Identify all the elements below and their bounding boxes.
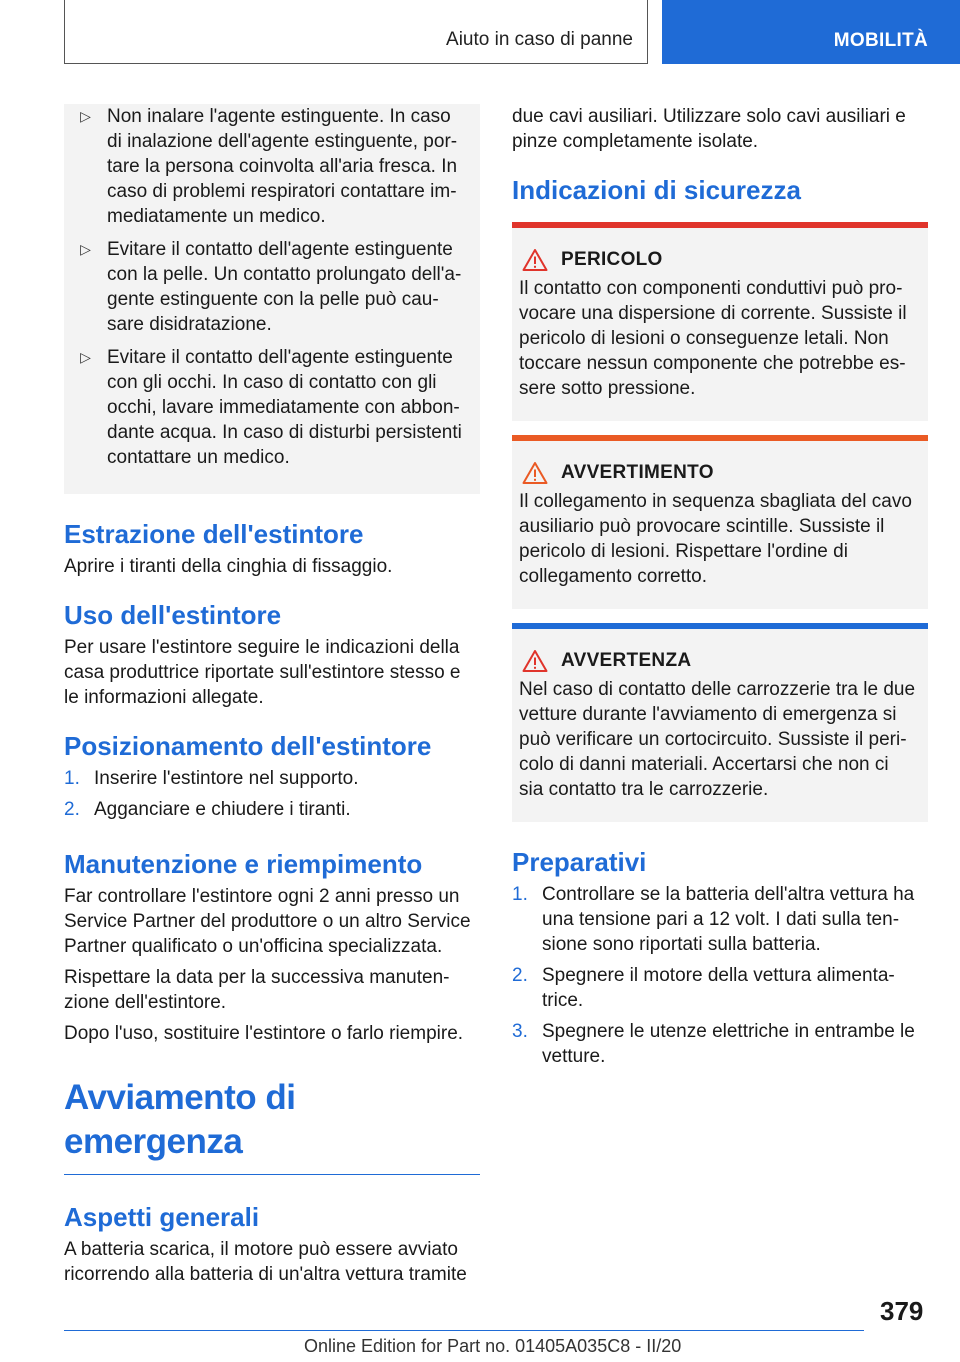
list-item: ▷ Evitare il contatto dell'agente estinguente con la pelle. Un contatto prolungato dell'agente estinguente con la pelle può causare disidratazione. [64,237,468,345]
list-item: 1. Controllare se la batteria dell'altra vettura ha una tensione pari a 12 volt. I dati sulla tensione sono riportati sulla batteria. [512,884,915,955]
list-item: 2. Spegnere il motore della vettura alimentatrice. [512,965,895,1011]
chapter-title: Aiuto in caso di panne [446,29,633,50]
footer-divider [64,1330,864,1331]
warning-triangle-icon [522,248,548,272]
footer-edition: Online Edition for Part no. 01405A035C8 - II/20 [304,1336,682,1356]
heading-posizionamento: Posizionamento dell'estintore [64,731,432,761]
heading-preparativi: Preparativi [512,847,647,877]
heading-estrazione: Estrazione dell'estintore [64,519,364,549]
numbered-list [64,766,480,828]
header-section-tab [662,0,960,64]
paragraph: A batteria scarica, il motore può essere avviato ricorrendo alla batteria di un'altra vettura tramite [64,1239,467,1285]
list-item: 1. Inserire l'estintore nel supporto. [64,768,359,789]
caution-box [512,623,928,822]
heading-uso: Uso dell'estintore [64,600,282,630]
paragraph: Aprire i tiranti della cinghia di fissaggio. [64,556,393,577]
caution-text: Nel caso di contatto delle carrozzerie tra le due vetture durante l'avviamento di emergenza si può verificare un cortocircuito. Sussiste il pericolo di danni materiali. Accertarsi che non ci sia contatto tra le carrozzerie. [519,679,916,800]
section-title: MOBILITÀ [833,30,928,51]
right-column [512,104,928,1079]
heading-sicurezza: Indicazioni di sicurezza [512,175,801,205]
list-item: ▷ Non inalare l'agente estinguente. In caso di inalazione dell'agente estinguente, portare la persona coinvolta all'aria fresca. In caso di problemi respiratori contattare immediatamente un medico. [64,104,468,237]
left-column [64,104,480,1293]
warning-triangle-icon [522,649,548,673]
list-item: ▷ Evitare il contatto dell'agente estinguente con gli occhi. In caso di contatto con gli occhi, lavare immediatamente con abbondante acqua. In caso di disturbi persistenti contattare un medico. [64,345,468,478]
triangle-bullet-icon: ▷ [80,241,91,257]
chapter-heading-avviamento: Avviamento di emergenza [64,1076,480,1175]
header-chapter-tab [64,0,648,64]
paragraph: Per usare l'estintore seguire le indicazioni della casa produttrice riportate sull'estintore stesso e le informazioni allegate. [64,637,461,708]
triangle-bullet-icon: ▷ [80,108,91,124]
bullet-box [64,104,480,494]
warning-text: Il collegamento in sequenza sbagliata del cavo ausiliario può provocare scintille. Sussiste il pericolo di lesioni. Rispettare l'ordine di collegamento corretto. [519,491,912,587]
danger-box [512,222,928,421]
triangle-bullet-icon: ▷ [80,349,91,365]
numbered-list [512,882,928,1075]
paragraph: Far controllare l'estintore ogni 2 anni presso un Service Partner del produttore o un altro Service Partner qualificato o un'officina specializzata. [64,886,471,957]
caution-label: AVVERTENZA [561,650,692,671]
list-item: 3. Spegnere le utenze elettriche in entrambe le vetture. [512,1021,915,1067]
paragraph: due cavi ausiliari. Utilizzare solo cavi ausiliari e pinze completamente isolate. [512,106,906,152]
heading-aspetti: Aspetti generali [64,1202,260,1232]
danger-text: Il contatto con componenti conduttivi può provocare una dispersione di corrente. Sussiste il pericolo di lesioni o conseguenze letali. Non toccare nessun componente che potrebbe essere sotto pressione. [519,278,907,399]
list-item: 2. Agganciare e chiudere i tiranti. [64,799,351,820]
page-number: 379 [880,1296,924,1326]
danger-label: PERICOLO [561,249,663,270]
warning-triangle-icon [522,461,548,485]
heading-manutenzione: Manutenzione e riempimento [64,849,423,879]
paragraph: Rispettare la data per la successiva manutenzione dell'estintore. [64,967,450,1013]
warning-box [512,435,928,609]
warning-label: AVVERTIMENTO [561,462,714,483]
paragraph: Dopo l'uso, sostituire l'estintore o farlo riempire. [64,1023,464,1044]
